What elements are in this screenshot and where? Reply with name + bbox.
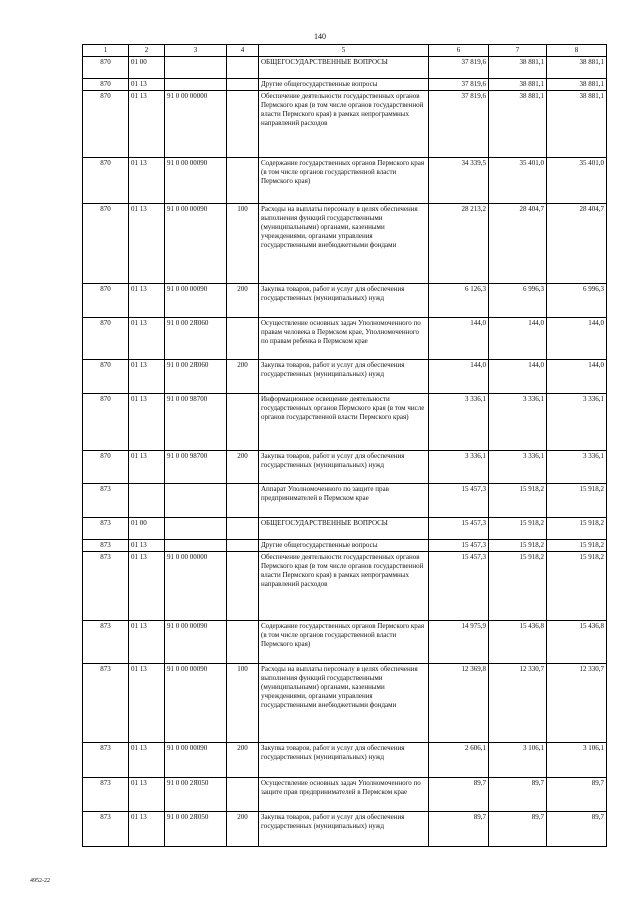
- admin-code-cell: 870: [83, 284, 129, 318]
- expense-type-cell: [227, 552, 259, 621]
- amount-col8-cell: 28 404,7: [547, 204, 607, 284]
- expense-type-cell: 200: [227, 284, 259, 318]
- item-name-cell: Расходы на выплаты персоналу в целях обеспечения выполнения функций государственными (муниципальными) органами, казенными учреждениями, органами управления государственными внебюджетными фондами: [259, 664, 429, 743]
- amount-col7-cell: 38 881,1: [489, 79, 547, 91]
- table-row: [83, 664, 607, 743]
- target-article-cell: 91 0 00 2Я060: [165, 318, 227, 360]
- expense-type-cell: 200: [227, 743, 259, 778]
- item-name-cell: Аппарат Уполномоченного по защите прав предпринимателей в Пермском крае: [259, 484, 429, 518]
- section-code-cell: 01 13: [129, 394, 165, 451]
- column-header-5: 5: [259, 45, 429, 57]
- amount-col7-cell: 15 918,2: [489, 552, 547, 621]
- amount-col6-cell: 14 975,9: [429, 621, 489, 664]
- amount-col8-cell: 3 336,1: [547, 394, 607, 451]
- amount-col7-cell: 89,7: [489, 812, 547, 847]
- amount-col7-cell: 6 996,3: [489, 284, 547, 318]
- table-row: [83, 79, 607, 91]
- amount-col8-cell: 3 106,1: [547, 743, 607, 778]
- table-row: [83, 284, 607, 318]
- amount-col8-cell: 15 918,2: [547, 518, 607, 540]
- amount-col6-cell: 144,0: [429, 318, 489, 360]
- amount-col8-cell: 144,0: [547, 360, 607, 394]
- section-code-cell: 01 13: [129, 743, 165, 778]
- section-code-cell: 01 13: [129, 621, 165, 664]
- amount-col6-cell: 3 336,1: [429, 451, 489, 484]
- amount-col8-cell: 38 881,1: [547, 57, 607, 79]
- admin-code-cell: 870: [83, 204, 129, 284]
- amount-col6-cell: 144,0: [429, 360, 489, 394]
- admin-code-cell: 873: [83, 778, 129, 812]
- section-code-cell: 01 13: [129, 318, 165, 360]
- amount-col7-cell: 3 336,1: [489, 394, 547, 451]
- table-row: [83, 743, 607, 778]
- column-header-8: 8: [547, 45, 607, 57]
- amount-col8-cell: 12 330,7: [547, 664, 607, 743]
- target-article-cell: 91 0 00 2Я060: [165, 360, 227, 394]
- amount-col7-cell: 15 436,8: [489, 621, 547, 664]
- section-code-cell: 01 13: [129, 284, 165, 318]
- amount-col7-cell: 15 918,2: [489, 540, 547, 552]
- section-code-cell: 01 00: [129, 57, 165, 79]
- table-row: [83, 158, 607, 204]
- expense-type-cell: 100: [227, 664, 259, 743]
- table-row: [83, 518, 607, 540]
- admin-code-cell: 873: [83, 518, 129, 540]
- section-code-cell: 01 13: [129, 91, 165, 158]
- amount-col7-cell: 28 404,7: [489, 204, 547, 284]
- amount-col6-cell: 28 213,2: [429, 204, 489, 284]
- amount-col7-cell: 89,7: [489, 778, 547, 812]
- table-header-row: [83, 45, 607, 57]
- amount-col8-cell: 89,7: [547, 778, 607, 812]
- amount-col7-cell: 38 881,1: [489, 57, 547, 79]
- item-name-cell: Расходы на выплаты персоналу в целях обеспечения выполнения функций государственными (муниципальными) органами, казенными учреждениями, органами управления государственными внебюджетными фондами: [259, 204, 429, 284]
- expense-type-cell: [227, 91, 259, 158]
- item-name-cell: Обеспечение деятельности государственных органов Пермского края (в том числе органов государственной власти Пермского края) в рамках непрограммных направлений расходов: [259, 552, 429, 621]
- table-row: [83, 451, 607, 484]
- item-name-cell: Осуществление основных задач Уполномоченного по защите прав предпринимателей в Пермском крае: [259, 778, 429, 812]
- amount-col7-cell: 15 918,2: [489, 484, 547, 518]
- item-name-cell: Закупка товаров, работ и услуг для обеспечения государственных (муниципальных) нужд: [259, 360, 429, 394]
- expense-type-cell: [227, 540, 259, 552]
- expense-type-cell: [227, 621, 259, 664]
- admin-code-cell: 873: [83, 664, 129, 743]
- target-article-cell: 91 0 00 2Я050: [165, 778, 227, 812]
- column-header-7: 7: [489, 45, 547, 57]
- target-article-cell: 91 0 00 00000: [165, 552, 227, 621]
- target-article-cell: 91 0 00 00000: [165, 91, 227, 158]
- expense-type-cell: 200: [227, 812, 259, 847]
- admin-code-cell: 873: [83, 540, 129, 552]
- amount-col8-cell: 15 918,2: [547, 540, 607, 552]
- admin-code-cell: 870: [83, 394, 129, 451]
- expense-type-cell: [227, 158, 259, 204]
- table-row: [83, 360, 607, 394]
- amount-col8-cell: 89,7: [547, 812, 607, 847]
- table-row: [83, 812, 607, 847]
- amount-col7-cell: 35 401,0: [489, 158, 547, 204]
- page-number: 140: [314, 32, 326, 41]
- amount-col7-cell: 38 881,1: [489, 91, 547, 158]
- section-code-cell: 01 00: [129, 518, 165, 540]
- item-name-cell: Закупка товаров, работ и услуг для обеспечения государственных (муниципальных) нужд: [259, 284, 429, 318]
- section-code-cell: 01 13: [129, 664, 165, 743]
- item-name-cell: Закупка товаров, работ и услуг для обеспечения государственных (муниципальных) нужд: [259, 451, 429, 484]
- amount-col8-cell: 38 881,1: [547, 91, 607, 158]
- item-name-cell: Информационное освещение деятельности государственных органов Пермского края (в том числе органов государственной власти Пермского края): [259, 394, 429, 451]
- item-name-cell: ОБЩЕГОСУДАРСТВЕННЫЕ ВОПРОСЫ: [259, 518, 429, 540]
- amount-col8-cell: 35 401,0: [547, 158, 607, 204]
- item-name-cell: Другие общегосударственные вопросы: [259, 540, 429, 552]
- expense-type-cell: [227, 484, 259, 518]
- expense-type-cell: 100: [227, 204, 259, 284]
- section-code-cell: 01 13: [129, 552, 165, 621]
- target-article-cell: 91 0 00 00090: [165, 743, 227, 778]
- column-header-1: 1: [83, 45, 129, 57]
- table-row: [83, 552, 607, 621]
- expense-type-cell: [227, 79, 259, 91]
- footer-code: 4952-22: [30, 878, 50, 884]
- amount-col6-cell: 34 339,5: [429, 158, 489, 204]
- amount-col6-cell: 37 819,6: [429, 79, 489, 91]
- table-row: [83, 621, 607, 664]
- column-header-6: 6: [429, 45, 489, 57]
- amount-col6-cell: 89,7: [429, 812, 489, 847]
- admin-code-cell: 870: [83, 91, 129, 158]
- expense-type-cell: [227, 57, 259, 79]
- admin-code-cell: 870: [83, 360, 129, 394]
- section-code-cell: 01 13: [129, 360, 165, 394]
- amount-col8-cell: 6 996,3: [547, 284, 607, 318]
- admin-code-cell: 870: [83, 451, 129, 484]
- amount-col7-cell: 144,0: [489, 360, 547, 394]
- amount-col6-cell: 2 606,1: [429, 743, 489, 778]
- section-code-cell: 01 13: [129, 204, 165, 284]
- amount-col8-cell: 15 918,2: [547, 552, 607, 621]
- amount-col7-cell: 3 106,1: [489, 743, 547, 778]
- amount-col6-cell: 37 819,6: [429, 57, 489, 79]
- amount-col7-cell: 15 918,2: [489, 518, 547, 540]
- table-row: [83, 778, 607, 812]
- admin-code-cell: 873: [83, 621, 129, 664]
- section-code-cell: 01 13: [129, 778, 165, 812]
- amount-col8-cell: 38 881,1: [547, 79, 607, 91]
- admin-code-cell: 873: [83, 484, 129, 518]
- expense-type-cell: [227, 778, 259, 812]
- section-code-cell: [129, 484, 165, 518]
- amount-col8-cell: 3 336,1: [547, 451, 607, 484]
- amount-col6-cell: 15 457,3: [429, 552, 489, 621]
- item-name-cell: Обеспечение деятельности государственных органов Пермского края (в том числе органов государственной власти Пермского края) в рамках непрограммных направлений расходов: [259, 91, 429, 158]
- section-code-cell: 01 13: [129, 158, 165, 204]
- admin-code-cell: 870: [83, 158, 129, 204]
- expense-type-cell: [227, 318, 259, 360]
- target-article-cell: 91 0 00 00090: [165, 284, 227, 318]
- item-name-cell: ОБЩЕГОСУДАРСТВЕННЫЕ ВОПРОСЫ: [259, 57, 429, 79]
- admin-code-cell: 870: [83, 79, 129, 91]
- target-article-cell: [165, 79, 227, 91]
- target-article-cell: 91 0 00 00090: [165, 204, 227, 284]
- table-body: [83, 57, 607, 847]
- item-name-cell: Закупка товаров, работ и услуг для обеспечения государственных (муниципальных) нужд: [259, 743, 429, 778]
- expense-type-cell: 200: [227, 360, 259, 394]
- amount-col6-cell: 15 457,3: [429, 540, 489, 552]
- target-article-cell: 91 0 00 00090: [165, 664, 227, 743]
- target-article-cell: 91 0 00 00090: [165, 621, 227, 664]
- item-name-cell: Закупка товаров, работ и услуг для обеспечения государственных (муниципальных) нужд: [259, 812, 429, 847]
- column-header-2: 2: [129, 45, 165, 57]
- table-row: [83, 57, 607, 79]
- section-code-cell: 01 13: [129, 451, 165, 484]
- amount-col6-cell: 6 126,3: [429, 284, 489, 318]
- amount-col6-cell: 12 369,8: [429, 664, 489, 743]
- admin-code-cell: 870: [83, 57, 129, 79]
- expense-type-cell: 200: [227, 451, 259, 484]
- section-code-cell: 01 13: [129, 79, 165, 91]
- amount-col8-cell: 15 436,8: [547, 621, 607, 664]
- item-name-cell: Осуществление основных задач Уполномоченного по правам человека в Пермском крае, Уполномоченного по правам ребенка в Пермском крае: [259, 318, 429, 360]
- table-row: [83, 540, 607, 552]
- target-article-cell: [165, 540, 227, 552]
- admin-code-cell: 873: [83, 743, 129, 778]
- amount-col7-cell: 144,0: [489, 318, 547, 360]
- item-name-cell: Другие общегосударственные вопросы: [259, 79, 429, 91]
- amount-col6-cell: 3 336,1: [429, 394, 489, 451]
- amount-col6-cell: 89,7: [429, 778, 489, 812]
- item-name-cell: Содержание государственных органов Пермского края (в том числе органов государственной власти Пермского края): [259, 158, 429, 204]
- target-article-cell: [165, 484, 227, 518]
- item-name-cell: Содержание государственных органов Пермского края (в том числе органов государственной власти Пермского края): [259, 621, 429, 664]
- amount-col6-cell: 37 819,6: [429, 91, 489, 158]
- expense-type-cell: [227, 518, 259, 540]
- table-row: [83, 91, 607, 158]
- amount-col6-cell: 15 457,3: [429, 518, 489, 540]
- target-article-cell: 91 0 00 00090: [165, 158, 227, 204]
- section-code-cell: 01 13: [129, 540, 165, 552]
- expense-type-cell: [227, 394, 259, 451]
- admin-code-cell: 873: [83, 552, 129, 621]
- amount-col7-cell: 3 336,1: [489, 451, 547, 484]
- section-code-cell: 01 13: [129, 812, 165, 847]
- table-row: [83, 484, 607, 518]
- table-row: [83, 394, 607, 451]
- table-row: [83, 204, 607, 284]
- target-article-cell: [165, 518, 227, 540]
- column-header-3: 3: [165, 45, 227, 57]
- budget-table: [82, 44, 607, 847]
- amount-col8-cell: 144,0: [547, 318, 607, 360]
- amount-col7-cell: 12 330,7: [489, 664, 547, 743]
- amount-col6-cell: 15 457,3: [429, 484, 489, 518]
- amount-col8-cell: 15 918,2: [547, 484, 607, 518]
- target-article-cell: 91 0 00 2Я050: [165, 812, 227, 847]
- column-header-4: 4: [227, 45, 259, 57]
- target-article-cell: 91 0 00 98700: [165, 451, 227, 484]
- admin-code-cell: 873: [83, 812, 129, 847]
- table-row: [83, 318, 607, 360]
- target-article-cell: 91 0 00 98700: [165, 394, 227, 451]
- admin-code-cell: 870: [83, 318, 129, 360]
- target-article-cell: [165, 57, 227, 79]
